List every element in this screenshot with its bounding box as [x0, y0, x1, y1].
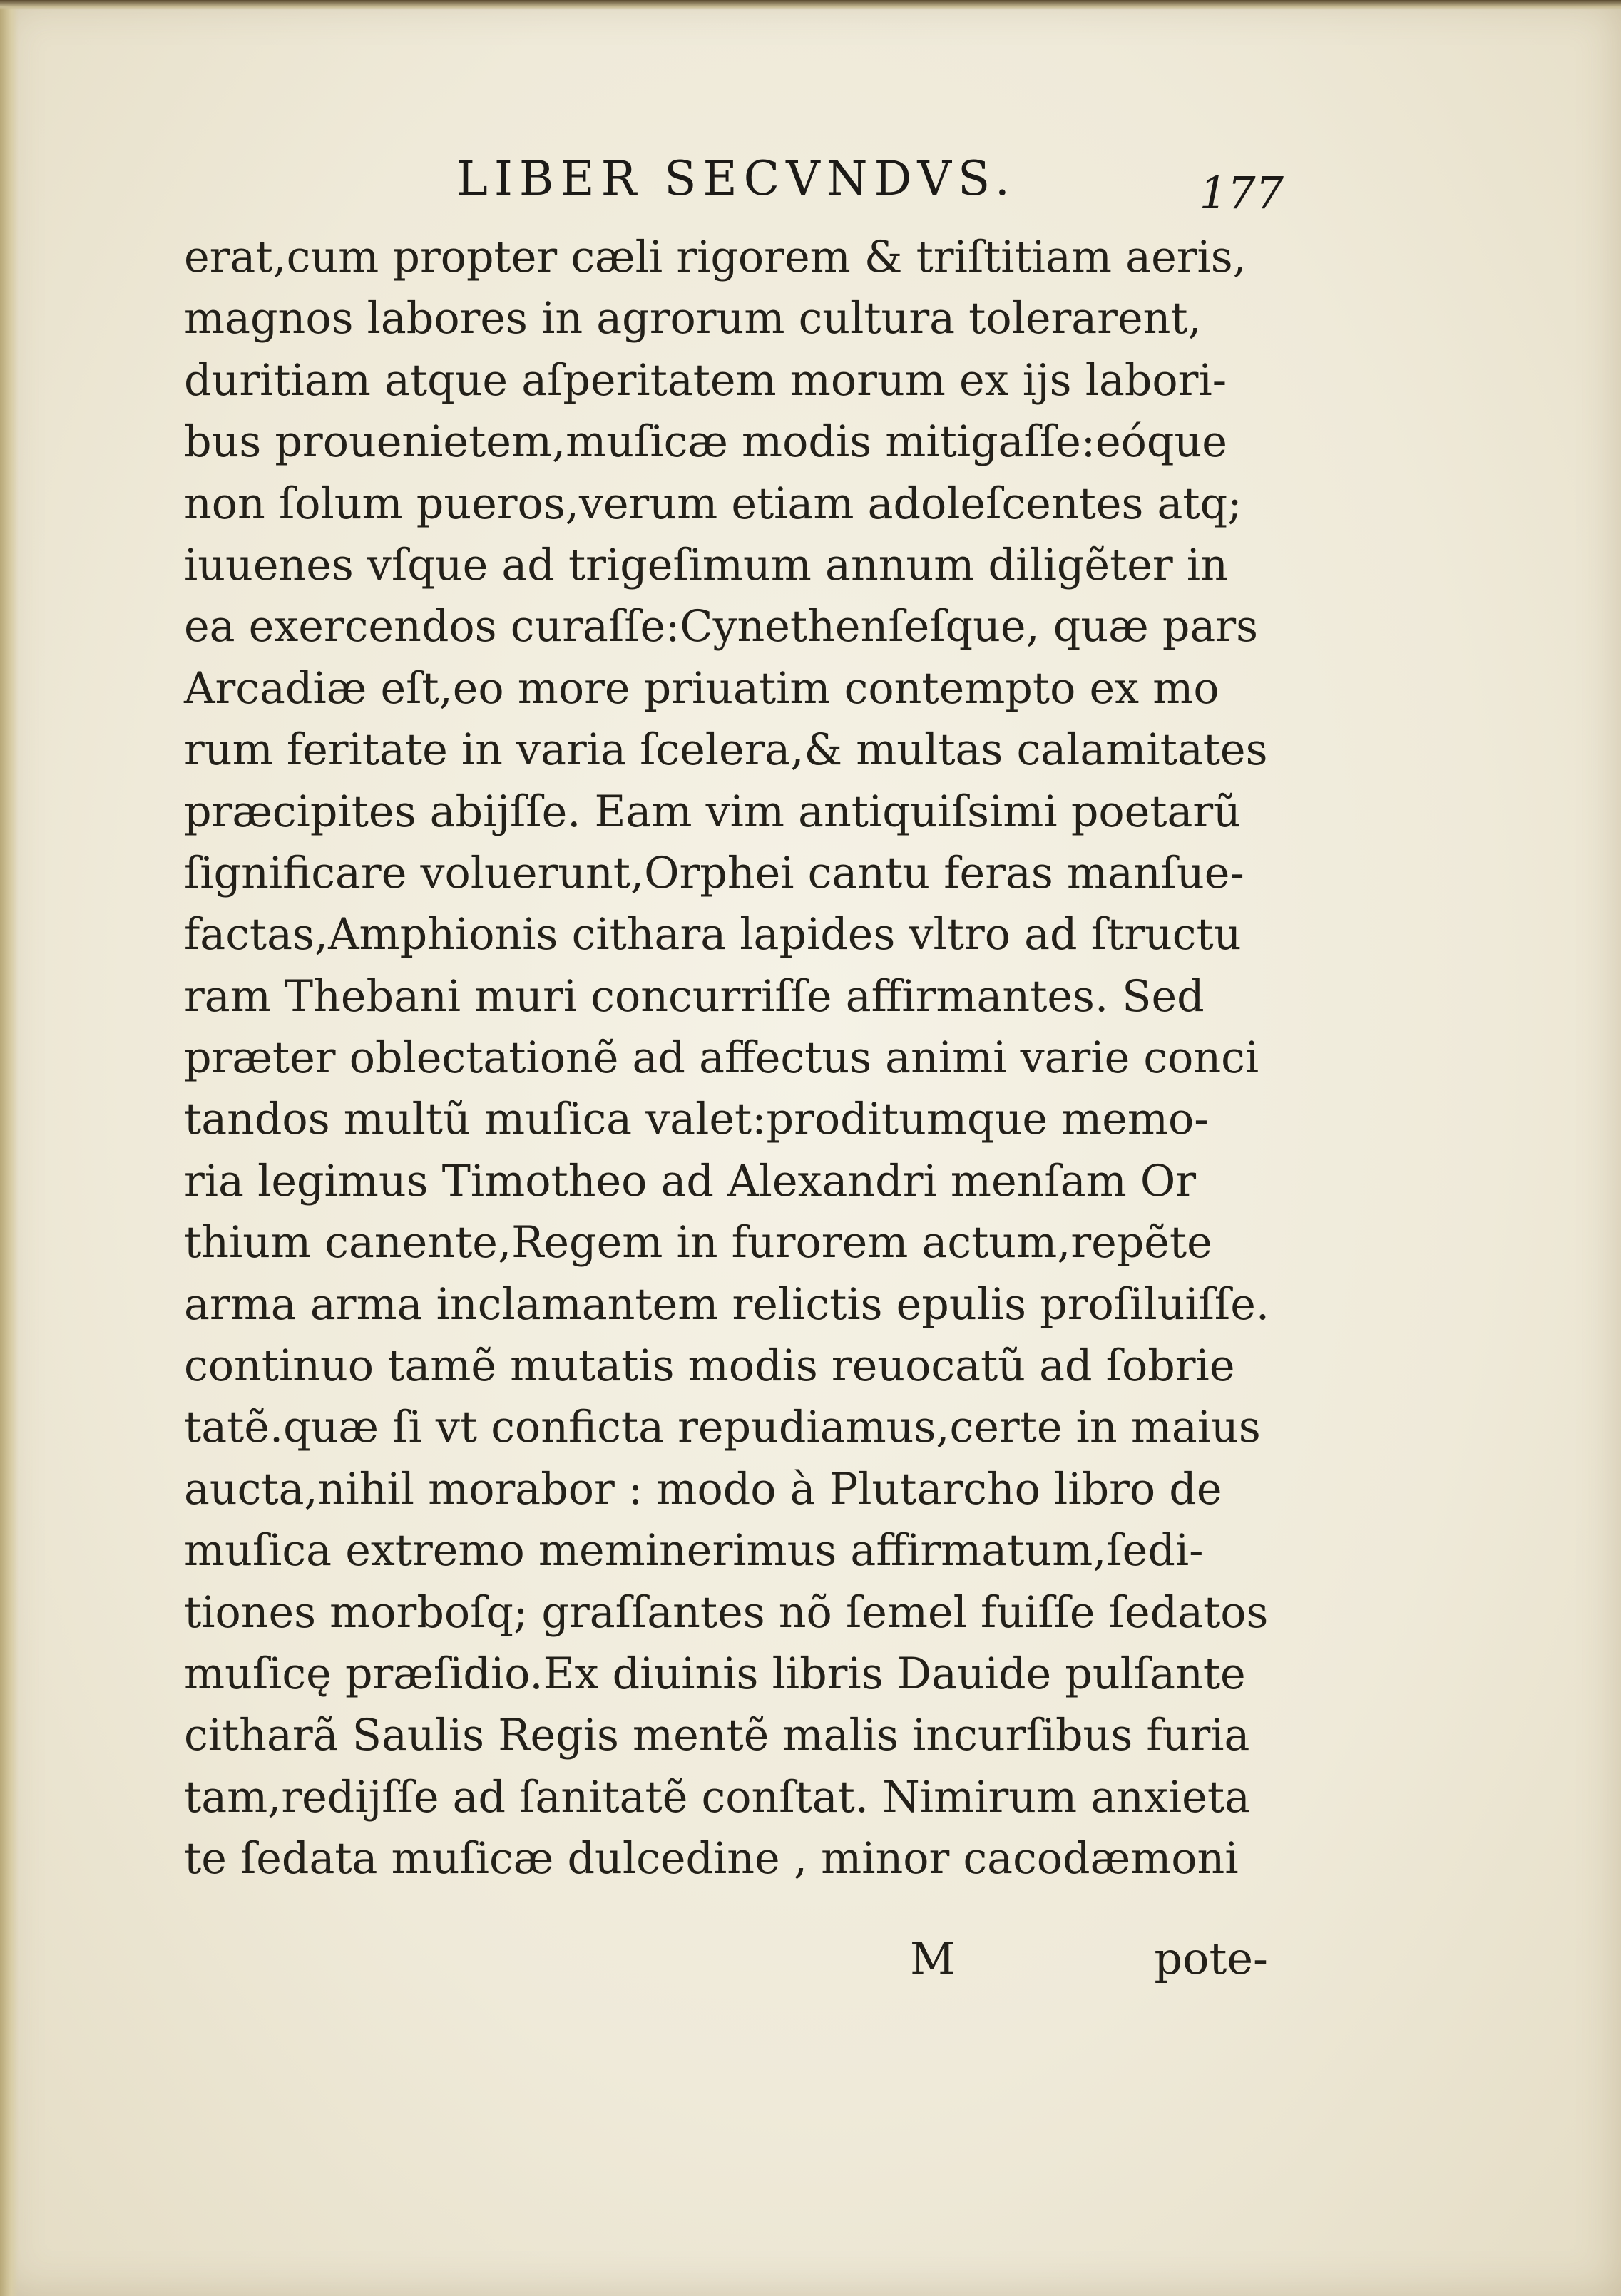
text-line: muſicę præſidio.Ex diuinis libris Dauide pulſante	[184, 1648, 1246, 1699]
text-line: ria legimus Timotheo ad Alexandri menſam Or	[184, 1155, 1197, 1206]
text-line: præter oblectationẽ ad affectus animi varie conci	[184, 1032, 1259, 1084]
text-line: aucta,nihil morabor : modo à Plutarcho libro de	[184, 1463, 1222, 1515]
signature-mark: M	[910, 1932, 956, 1984]
text-line: arma arma inclamantem relictis epulis proſiluiſſe.	[184, 1278, 1269, 1330]
text-line: duritiam atque aſperitatem morum ex ijs labori-	[184, 354, 1227, 406]
page-number: 177	[1199, 167, 1284, 219]
text-line: Arcadiæ eſt,eo more priuatim contempto ex mo	[184, 662, 1219, 714]
text-line: tandos multũ muſica valet:proditumque memo-	[184, 1094, 1209, 1145]
text-line: ſignificare voluerunt,Orphei cantu feras manſue-	[184, 847, 1244, 898]
page-footer	[184, 1932, 1268, 1997]
text-line: muſica extremo meminerimus affirmatum,ſedi-	[184, 1525, 1204, 1577]
text-line: factas,Amphionis cithara lapides vltro ad ſtructu	[184, 909, 1242, 960]
text-line: præcipites abijſſe. Eam vim antiquiſsimi poetarũ	[184, 786, 1241, 837]
running-head: LIBER SECVNDVS.	[456, 151, 1016, 206]
text-line: ram Thebani muri concurriſſe affirmantes. Sed	[184, 970, 1205, 1022]
text-line: erat,cum propter cæli rigorem & triſtitiam aeris,	[184, 232, 1247, 282]
text-line: bus prouenietem,muſicæ modis mitigaſſe:eóque	[184, 416, 1227, 468]
body-text	[184, 227, 1297, 1890]
text-line: magnos labores in agrorum cultura tolerarent,	[184, 293, 1202, 344]
text-line: tam,redijſſe ad ſanitatẽ conſtat. Nimirum anxieta	[184, 1771, 1250, 1823]
text-line: te ſedata muſicæ dulcedine , minor cacodæmoni	[184, 1833, 1239, 1885]
catchword: pote-	[1154, 1932, 1268, 1984]
page-header	[456, 151, 1284, 219]
text-line: non ſolum pueros,verum etiam adoleſcentes atq;	[184, 478, 1242, 529]
text-line: iuuenes vſque ad trigeſimum annum diligẽter in	[184, 539, 1228, 590]
text-line: continuo tamẽ mutatis modis reuocatũ ad ſobrie	[184, 1341, 1235, 1392]
text-line: rum feritate in varia ſcelera,& multas calamitates	[184, 724, 1268, 776]
text-line: tiones morboſq; graſſantes nõ ſemel fuiſſe ſedatos	[184, 1587, 1269, 1638]
text-line: tatẽ.quæ ſi vt conficta repudiamus,certe in maius	[184, 1402, 1261, 1453]
text-line: ea exercendos curaſſe:Cynethenſeſque, quæ pars	[184, 601, 1259, 652]
text-line: thium canente,Regem in furorem actum,repẽte	[184, 1217, 1212, 1269]
text-line: citharã Saulis Regis mentẽ malis incurſibus furia	[184, 1710, 1250, 1761]
